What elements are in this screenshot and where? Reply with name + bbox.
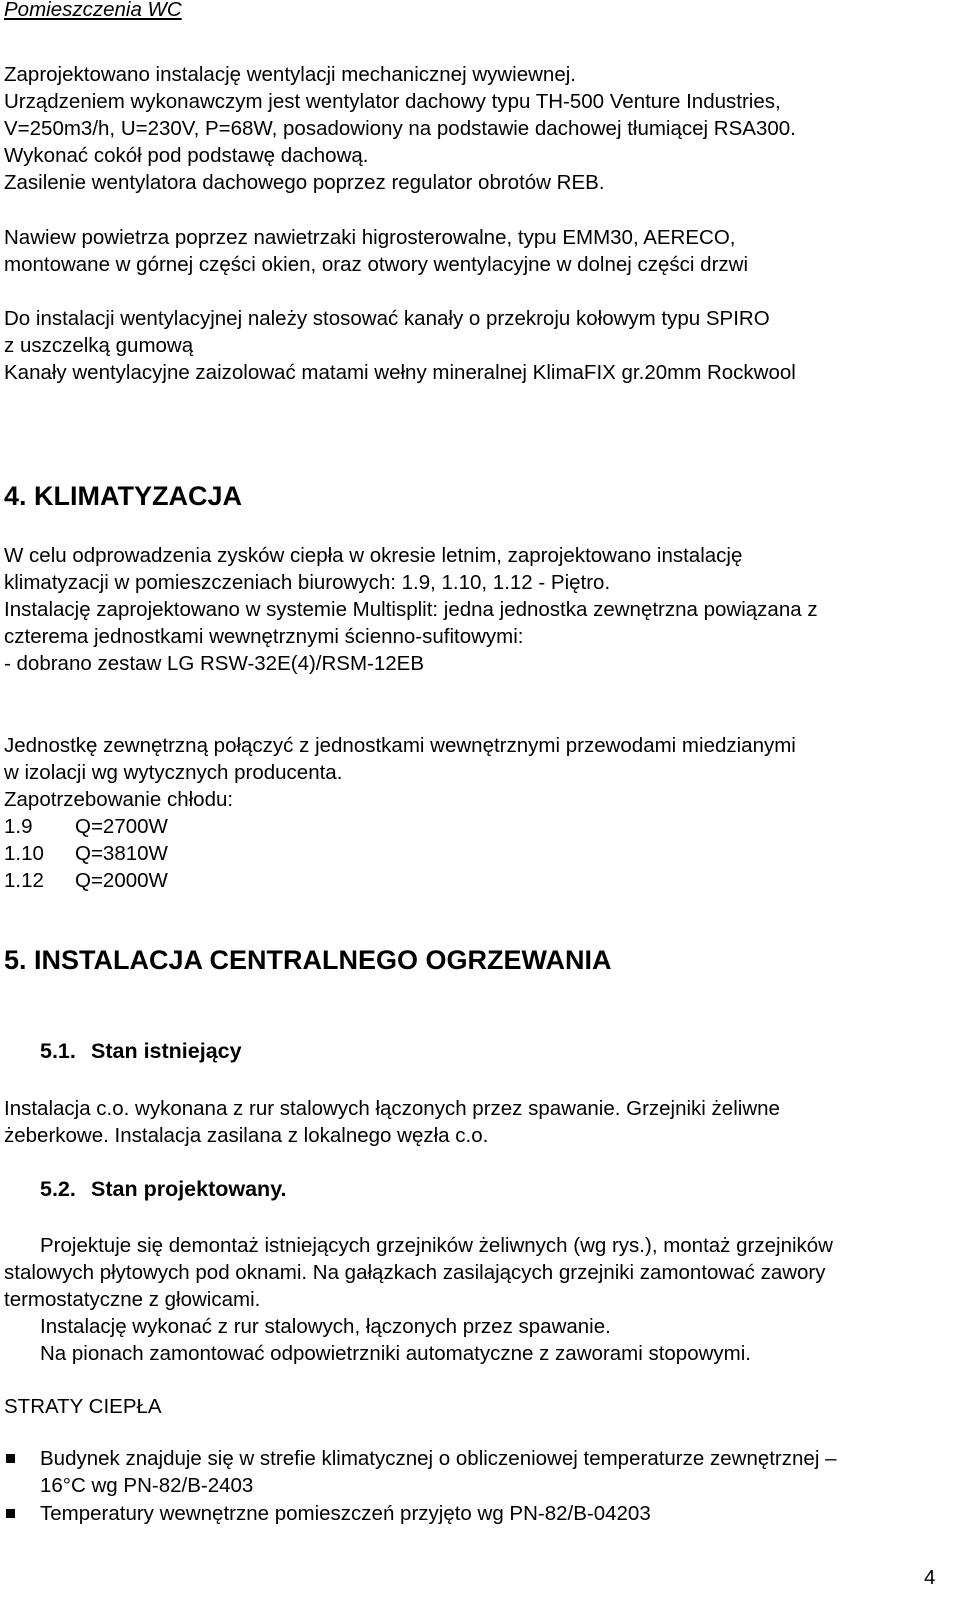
paragraph-line: montowane w górnej części okien, oraz otwory wentylacyjne w dolnej części drzwi [4,253,749,276]
subsection-heading-stan-projektowany [40,1177,287,1202]
paragraph-line: klimatyzacji w pomieszczeniach biurowych: 1.9, 1.10, 1.12 - Piętro. [4,571,611,594]
paragraph-line: W celu odprowadzenia zysków ciepła w okresie letnim, zaprojektowano instalację [4,544,743,567]
paragraph-line: Projektuje się demontaż istniejących grzejników żeliwnych (wg rys.), montaż grzejników [40,1234,833,1257]
paragraph-line: czterema jednostkami wewnętrznymi ścienno-sufitowymi: [4,625,524,648]
bullet-item-continuation: 16°C wg PN-82/B-2403 [40,1474,254,1497]
cooling-demand-row [4,813,168,840]
paragraph-line: Na pionach zamontować odpowietrzniki automatyczne z zaworami stopowymi. [40,1342,751,1365]
room-number: 1.12 [4,869,44,892]
paragraph-line: Instalację wykonać z rur stalowych, łączonych przez spawanie. [40,1315,611,1338]
cooling-value: Q=2700W [75,815,168,838]
section-heading-ogrzewanie: 5. INSTALACJA CENTRALNEGO OGRZEWANIA [4,945,612,975]
bullet-item: Budynek znajduje się w strefie klimatycznej o obliczeniowej temperaturze zewnętrznej – [40,1447,837,1470]
cooling-value: Q=2000W [75,869,168,892]
subsection-number: 5.1. [40,1039,76,1063]
paragraph-line: żeberkowe. Instalacja zasilana z lokalnego węzła c.o. [4,1124,489,1147]
paragraph-line: - dobrano zestaw LG RSW-32E(4)/RSM-12EB [4,652,425,675]
square-bullet-icon [6,1454,15,1463]
paragraph-line: Zaprojektowano instalację wentylacji mechanicznej wywiewnej. [4,63,576,86]
cooling-demand-row [4,840,168,867]
room-number: 1.10 [4,842,44,865]
subsection-heading-stan-istniejacy [40,1039,242,1064]
paragraph-line: termostatyczne z głowicami. [4,1288,261,1311]
paragraph-line: Do instalacji wentylacyjnej należy stosować kanały o przekroju kołowym typu SPIRO [4,307,770,330]
subsection-title: Stan projektowany. [91,1177,287,1201]
square-bullet-icon [6,1509,15,1518]
section-title-wc: Pomieszczenia WC [4,0,182,21]
paragraph-line: V=250m3/h, U=230V, P=68W, posadowiony na podstawie dachowej tłumiącej RSA300. [4,117,796,140]
paragraph-line: Nawiew powietrza poprzez nawietrzaki higrosterowalne, typu EMM30, AERECO, [4,226,736,249]
subsection-number: 5.2. [40,1177,76,1201]
paragraph-line: stalowych płytowych pod oknami. Na gałązkach zasilających grzejniki zamontować zawory [4,1261,826,1284]
page-number: 4 [924,1566,936,1589]
paragraph-line: Jednostkę zewnętrzną połączyć z jednostkami wewnętrznymi przewodami miedzianymi [4,734,796,757]
paragraph-line: z uszczelką gumową [4,334,194,357]
paragraph-line: Urządzeniem wykonawczym jest wentylator dachowy typu TH-500 Venture Industries, [4,90,781,113]
paragraph-line: Instalacja c.o. wykonana z rur stalowych łączonych przez spawanie. Grzejniki żeliwne [4,1097,780,1120]
paragraph-line: Kanały wentylacyjne zaizolować matami wełny mineralnej KlimaFIX gr.20mm Rockwool [4,361,796,384]
cooling-demand-row [4,867,168,894]
section-heading-klimatyzacja: 4. KLIMATYZACJA [4,481,243,511]
paragraph-line: Zasilenie wentylatora dachowego poprzez regulator obrotów REB. [4,171,605,194]
paragraph-line: Zapotrzebowanie chłodu: [4,788,234,811]
heat-loss-heading: STRATY CIEPŁA [4,1395,162,1418]
paragraph-line: w izolacji wg wytycznych producenta. [4,761,343,784]
room-number: 1.9 [4,815,33,838]
cooling-value: Q=3810W [75,842,168,865]
paragraph-line: Wykonać cokół pod podstawę dachową. [4,144,369,167]
paragraph-line: Instalację zaprojektowano w systemie Multisplit: jedna jednostka zewnętrzna powiązana z [4,598,818,621]
bullet-item: Temperatury wewnętrzne pomieszczeń przyjęto wg PN-82/B-04203 [40,1502,651,1525]
subsection-title: Stan istniejący [91,1039,242,1063]
